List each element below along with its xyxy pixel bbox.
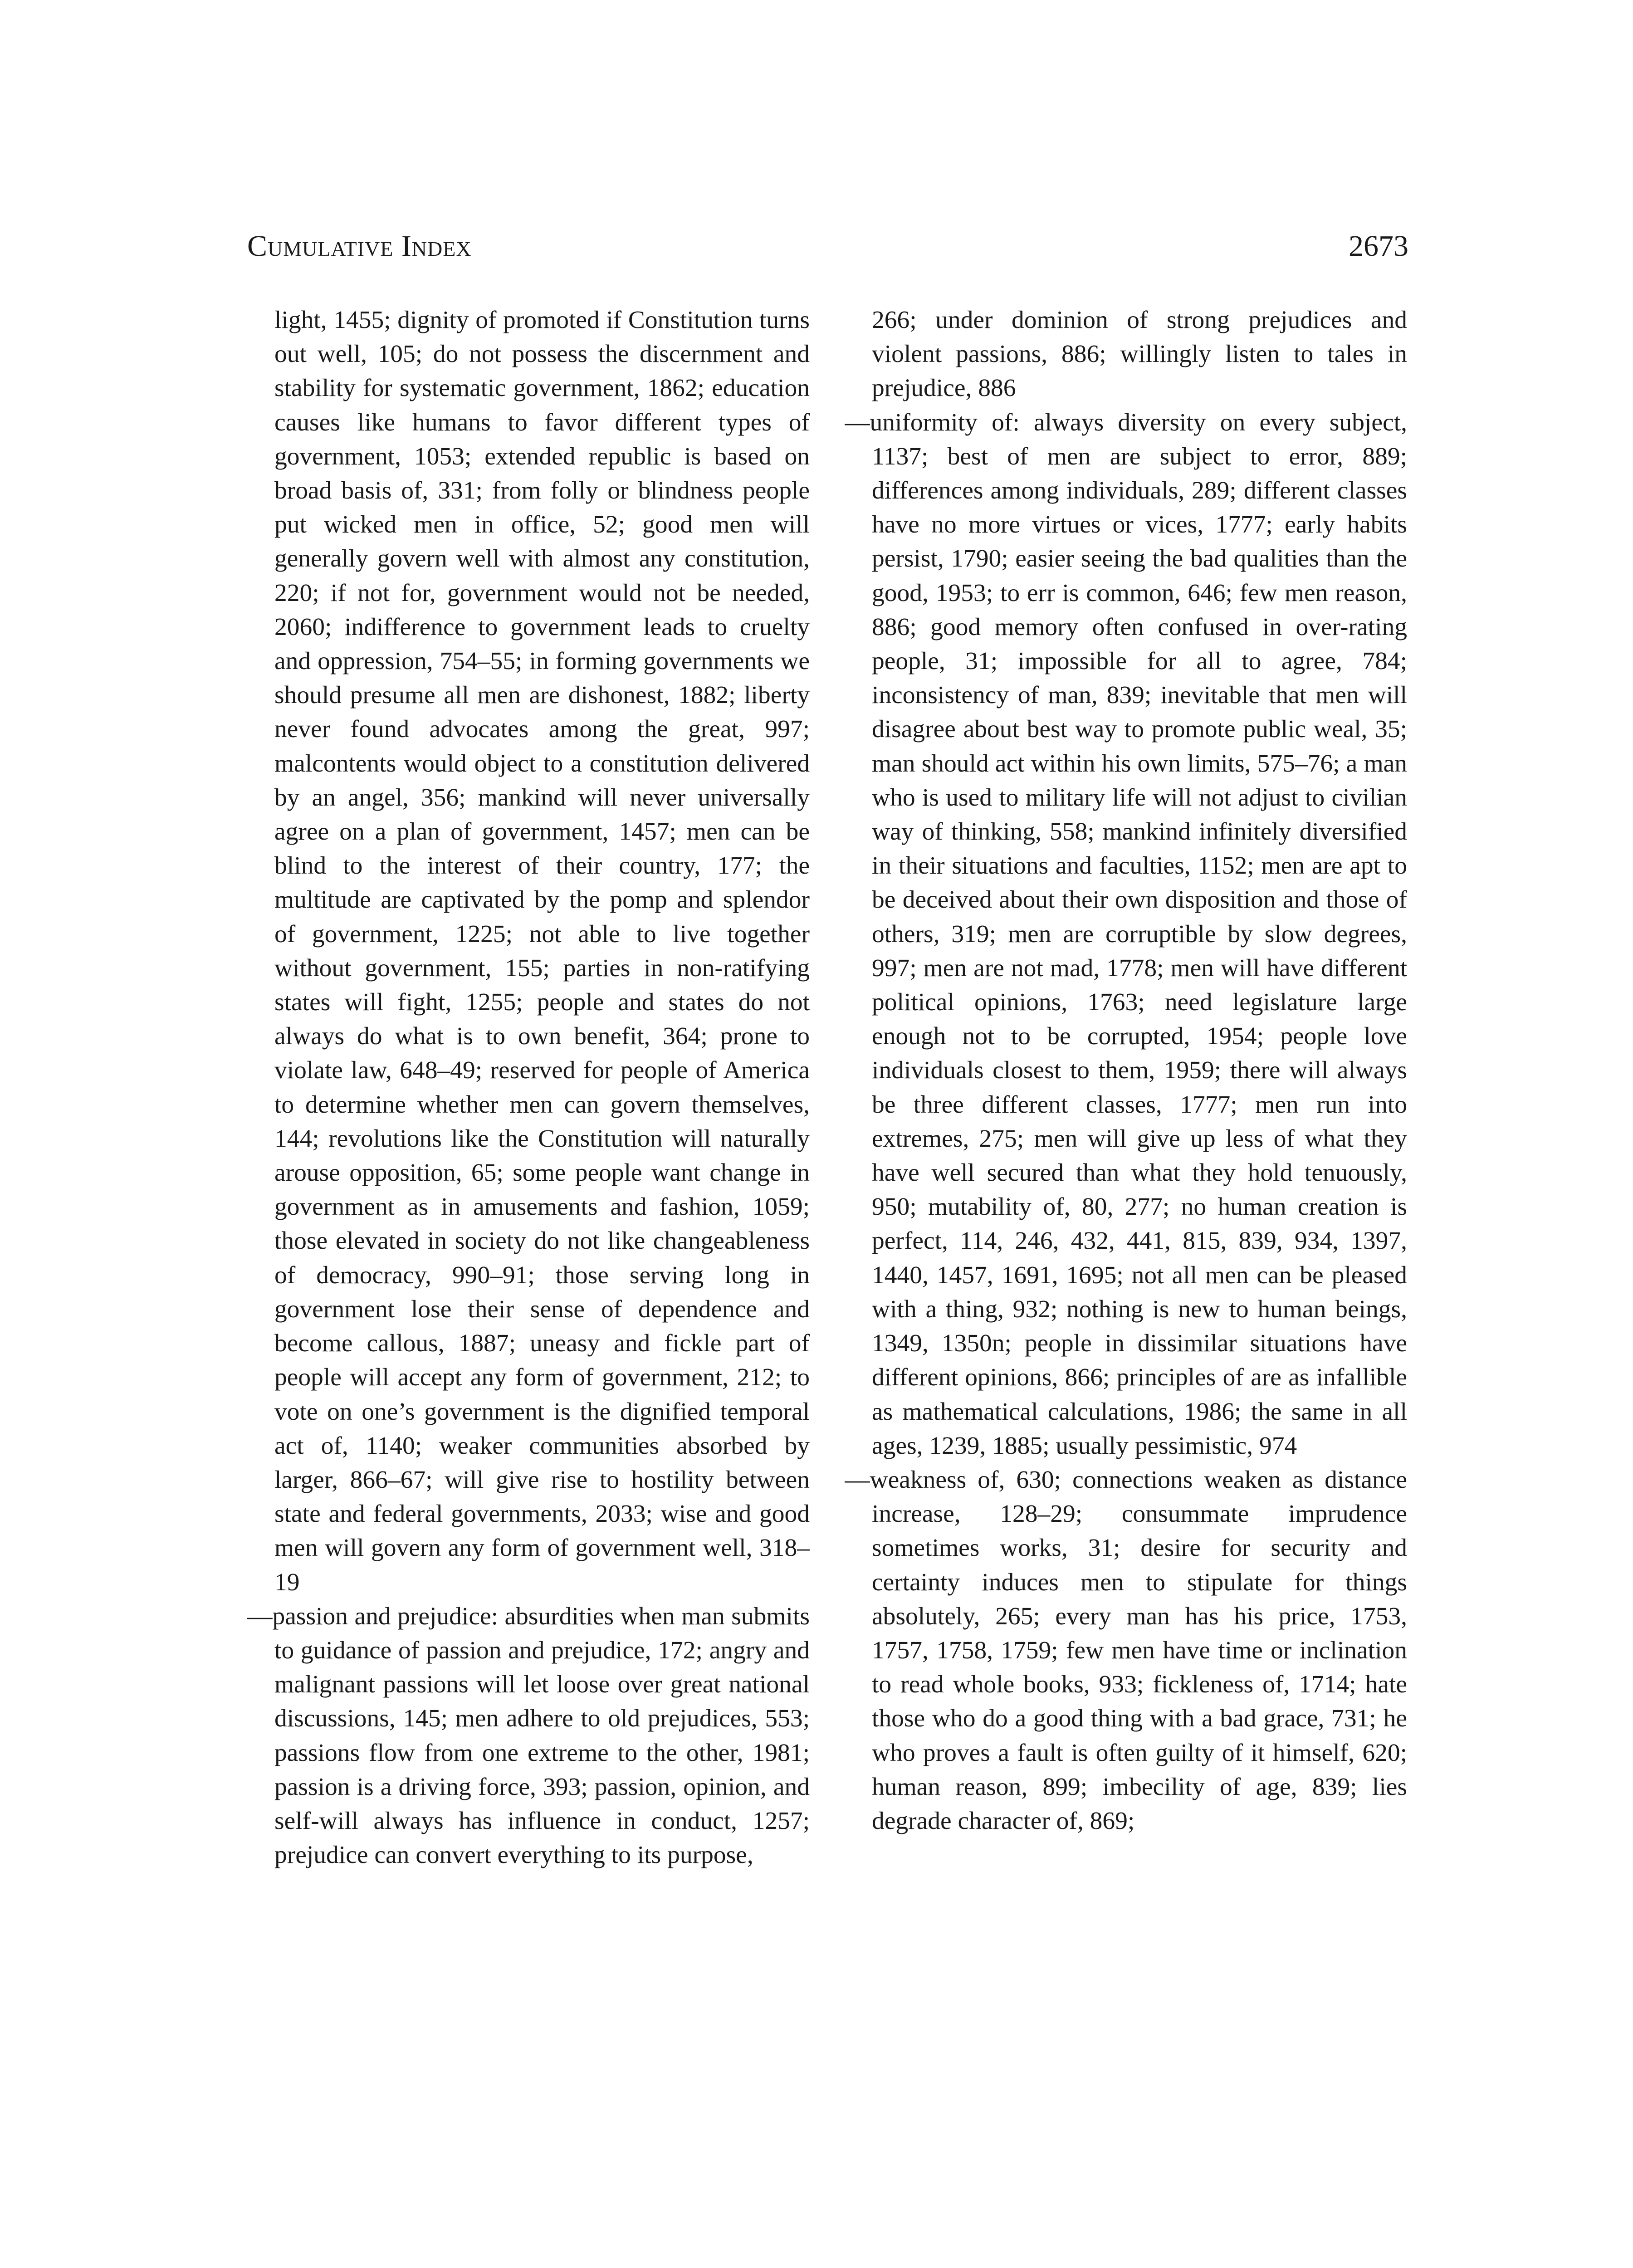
index-column-right [845,303,1407,2172]
index-column-left [247,303,810,2172]
index-entry: light, 1455; dignity of promoted if Constitution turns out well, 105; do not possess the discernment and stability for systematic government, 1862; education causes like humans to favor different types of government, 1053; extended republic is based on broad basis of, 331; from folly or blindness people put wicked men in office, 52; good men will generally govern well with almost any constitution, 220; if not for, government would not be needed, 2060; indifference to government leads to cruelty and oppression, 754–55; in forming governments we should presume all men are dishonest, 1882; liberty never found advocates among the great, 997; malcontents would object to a constitution delivered by an angel, 356; mankind will never universally agree on a plan of government, 1457; men can be blind to the interest of their country, 177; the multitude are captivated by the pomp and splendor of government, 1225; not able to live together without government, 155; parties in non-ratifying states will fight, 1255; people and states do not always do what is to own benefit, 364; prone to violate law, 648–49; reserved for people of America to determine whether men can govern themselves, 144; revolutions like the Constitution will naturally arouse opposition, 65; some people want change in government as in amusements and fashion, 1059; those elevated in society do not like changeableness of democracy, 990–91; those serving long in government lose their sense of dependence and become callous, 1887; uneasy and fickle part of people will accept any form of government, 212; to vote on one’s government is the dignified temporal act of, 1140; weaker communities absorbed by larger, 866–67; will give rise to hostility between state and federal governments, 2033; wise and good men will govern any form of government well, 318–19 [274,306,810,1596]
index-entry: —uniformity of: always diversity on every subject, 1137; best of men are subject to error, 889; differences among individuals, 289; different classes have no more virtues or vices, 1777; early habits persist, 1790; easier seeing the bad qualities than the good, 1953; to err is common, 646; few men reason, 886; good memory often confused in over-rating people, 31; impossible for all to agree, 784; inconsistency of man, 839; inevitable that men will disagree about best way to promote public weal, 35; man should act within his own limits, 575–76; a man who is used to military life will not adjust to civilian way of thinking, 558; mankind infinitely diversified in their situations and faculties, 1152; men are apt to be deceived about their own disposition and those of others, 319; men are corruptible by slow degrees, 997; men are not mad, 1778; men will have different political opinions, 1763; need legislature large enough not to be corrupted, 1954; people love individuals closest to them, 1959; there will always be three different classes, 1777; men run into extremes, 275; men will give up less of what they have well secured than what they hold tenuously, 950; mutability of, 80, 277; no human creation is perfect, 114, 246, 432, 441, 815, 839, 934, 1397, 1440, 1457, 1691, 1695; not all men can be pleased with a thing, 932; nothing is new to human beings, 1349, 1350n; people in dissimilar situations have different opinions, 866; principles of are as infallible as mathematical calculations, 1986; the same in all ages, 1239, 1885; usually pessimistic, 974 [845,408,1407,1460]
index-entry: —weakness of, 630; connections weaken as distance increase, 128–29; consummate imprudence sometimes works, 31; desire for security and certainty induces men to stipulate for things absolutely, 265; every man has his price, 1753, 1757, 1758, 1759; few men have time or inclination to read whole books, 933; fickleness of, 1714; hate those who do a good thing with a bad grace, 731; he who proves a fault is often guilty of it himself, 620; human reason, 899; imbecility of age, 839; lies degrade character of, 869; [845,1466,1407,1835]
index-entry: —passion and prejudice: absurdities when man submits to guidance of passion and prejudice, 172; angry and malignant passions will let loose over great national discussions, 145; men adhere to old prejudices, 553; passions flow from one extreme to the other, 1981; passion is a driving force, 393; passion, opinion, and self-will always has influence in conduct, 1257; prejudice can convert everything to its purpose, [247,1602,810,1869]
running-title: Cumulative Index [247,230,472,263]
page-number: 2673 [1349,230,1408,263]
running-head [247,226,1408,267]
index-entry: 266; under dominion of strong prejudices and violent passions, 886; willingly listen to tales in prejudice, 886 [872,306,1407,402]
